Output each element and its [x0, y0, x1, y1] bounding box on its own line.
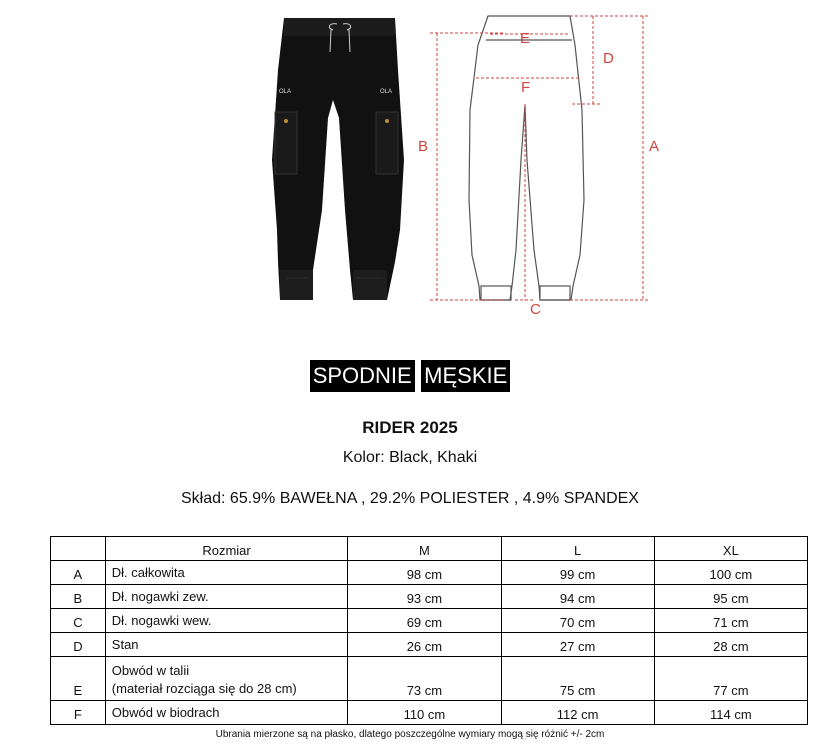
row-label-line: Dł. nogawki zew.: [111, 589, 209, 604]
value-l: 99 cm: [501, 561, 654, 585]
table-row: [51, 657, 808, 701]
title-word-2: MĘSKIE: [421, 360, 510, 392]
label-d: D: [603, 50, 614, 67]
label-e: E: [520, 30, 531, 47]
row-code: E: [51, 657, 106, 701]
row-label-note: (materiał rozciąga się do 28 cm): [111, 681, 297, 696]
table-row: [51, 609, 808, 633]
column-header-l: L: [501, 537, 654, 561]
value-xl: 28 cm: [654, 633, 807, 657]
left-cuff: [280, 270, 313, 300]
column-header-xl: XL: [654, 537, 807, 561]
value-xl: 77 cm: [654, 657, 807, 701]
value-l: 70 cm: [501, 609, 654, 633]
value-m: 110 cm: [348, 701, 501, 725]
table-header-row: [51, 537, 808, 561]
drawing-right-cuff: [540, 286, 570, 300]
value-m: 69 cm: [348, 609, 501, 633]
column-header-code: [51, 537, 106, 561]
value-xl: 114 cm: [654, 701, 807, 725]
value-m: 98 cm: [348, 561, 501, 585]
column-header-rozmiar: Rozmiar: [105, 537, 348, 561]
waistband: [284, 18, 395, 36]
row-label: [105, 633, 348, 657]
pants-photo: [272, 18, 404, 300]
row-code: C: [51, 609, 106, 633]
row-label: [105, 585, 348, 609]
label-b: B: [418, 138, 429, 155]
model-name: RIDER 2025: [362, 418, 458, 437]
value-l: 112 cm: [501, 701, 654, 725]
table-row: [51, 561, 808, 585]
measurement-note: Ubrania mierzone są na płasko, dlatego poszczególne wymiary mogą się różnić +/- 2cm: [215, 729, 605, 740]
table-row: [51, 585, 808, 609]
table-row: [51, 633, 808, 657]
pants-drawing: [469, 16, 584, 300]
product-title: [0, 360, 820, 392]
value-m: 93 cm: [348, 585, 501, 609]
row-label-line: Dł. całkowita: [111, 565, 185, 580]
row-label-line: Dł. nogawki wew.: [111, 613, 212, 628]
row-code: B: [51, 585, 106, 609]
value-xl: 71 cm: [654, 609, 807, 633]
right-cuff: [353, 270, 387, 300]
label-a: A: [649, 138, 660, 155]
value-m: 26 cm: [348, 633, 501, 657]
column-header-m: M: [348, 537, 501, 561]
patch-left-text: OLA: [279, 89, 292, 95]
row-label: [105, 701, 348, 725]
label-f: F: [521, 79, 531, 96]
value-l: 94 cm: [501, 585, 654, 609]
row-code: D: [51, 633, 106, 657]
row-label-line: Obwód w talii: [111, 663, 190, 678]
row-label: [105, 657, 348, 701]
value-l: 27 cm: [501, 633, 654, 657]
title-word-1: SPODNIE: [310, 360, 415, 392]
value-xl: 95 cm: [654, 585, 807, 609]
label-c: C: [530, 301, 541, 318]
row-label-line: Stan: [111, 637, 139, 652]
patch-right-text: OLA: [380, 89, 393, 95]
composition-line: Skład: 65.9% BAWEŁNA , 29.2% POLIESTER , 4.9% SPANDEX: [181, 490, 639, 507]
value-l: 75 cm: [501, 657, 654, 701]
size-table: [50, 536, 808, 725]
row-label: [105, 561, 348, 585]
product-figure: [0, 0, 820, 330]
drawing-left-cuff: [481, 286, 511, 300]
color-line: Kolor: Black, Khaki: [342, 449, 478, 466]
value-xl: 100 cm: [654, 561, 807, 585]
row-label: [105, 609, 348, 633]
row-code: F: [51, 701, 106, 725]
value-m: 73 cm: [348, 657, 501, 701]
row-code: A: [51, 561, 106, 585]
measure-lines: [430, 16, 650, 300]
row-label-line: Obwód w biodrach: [111, 705, 220, 720]
table-row: [51, 701, 808, 725]
drawing-outline: [469, 16, 584, 300]
